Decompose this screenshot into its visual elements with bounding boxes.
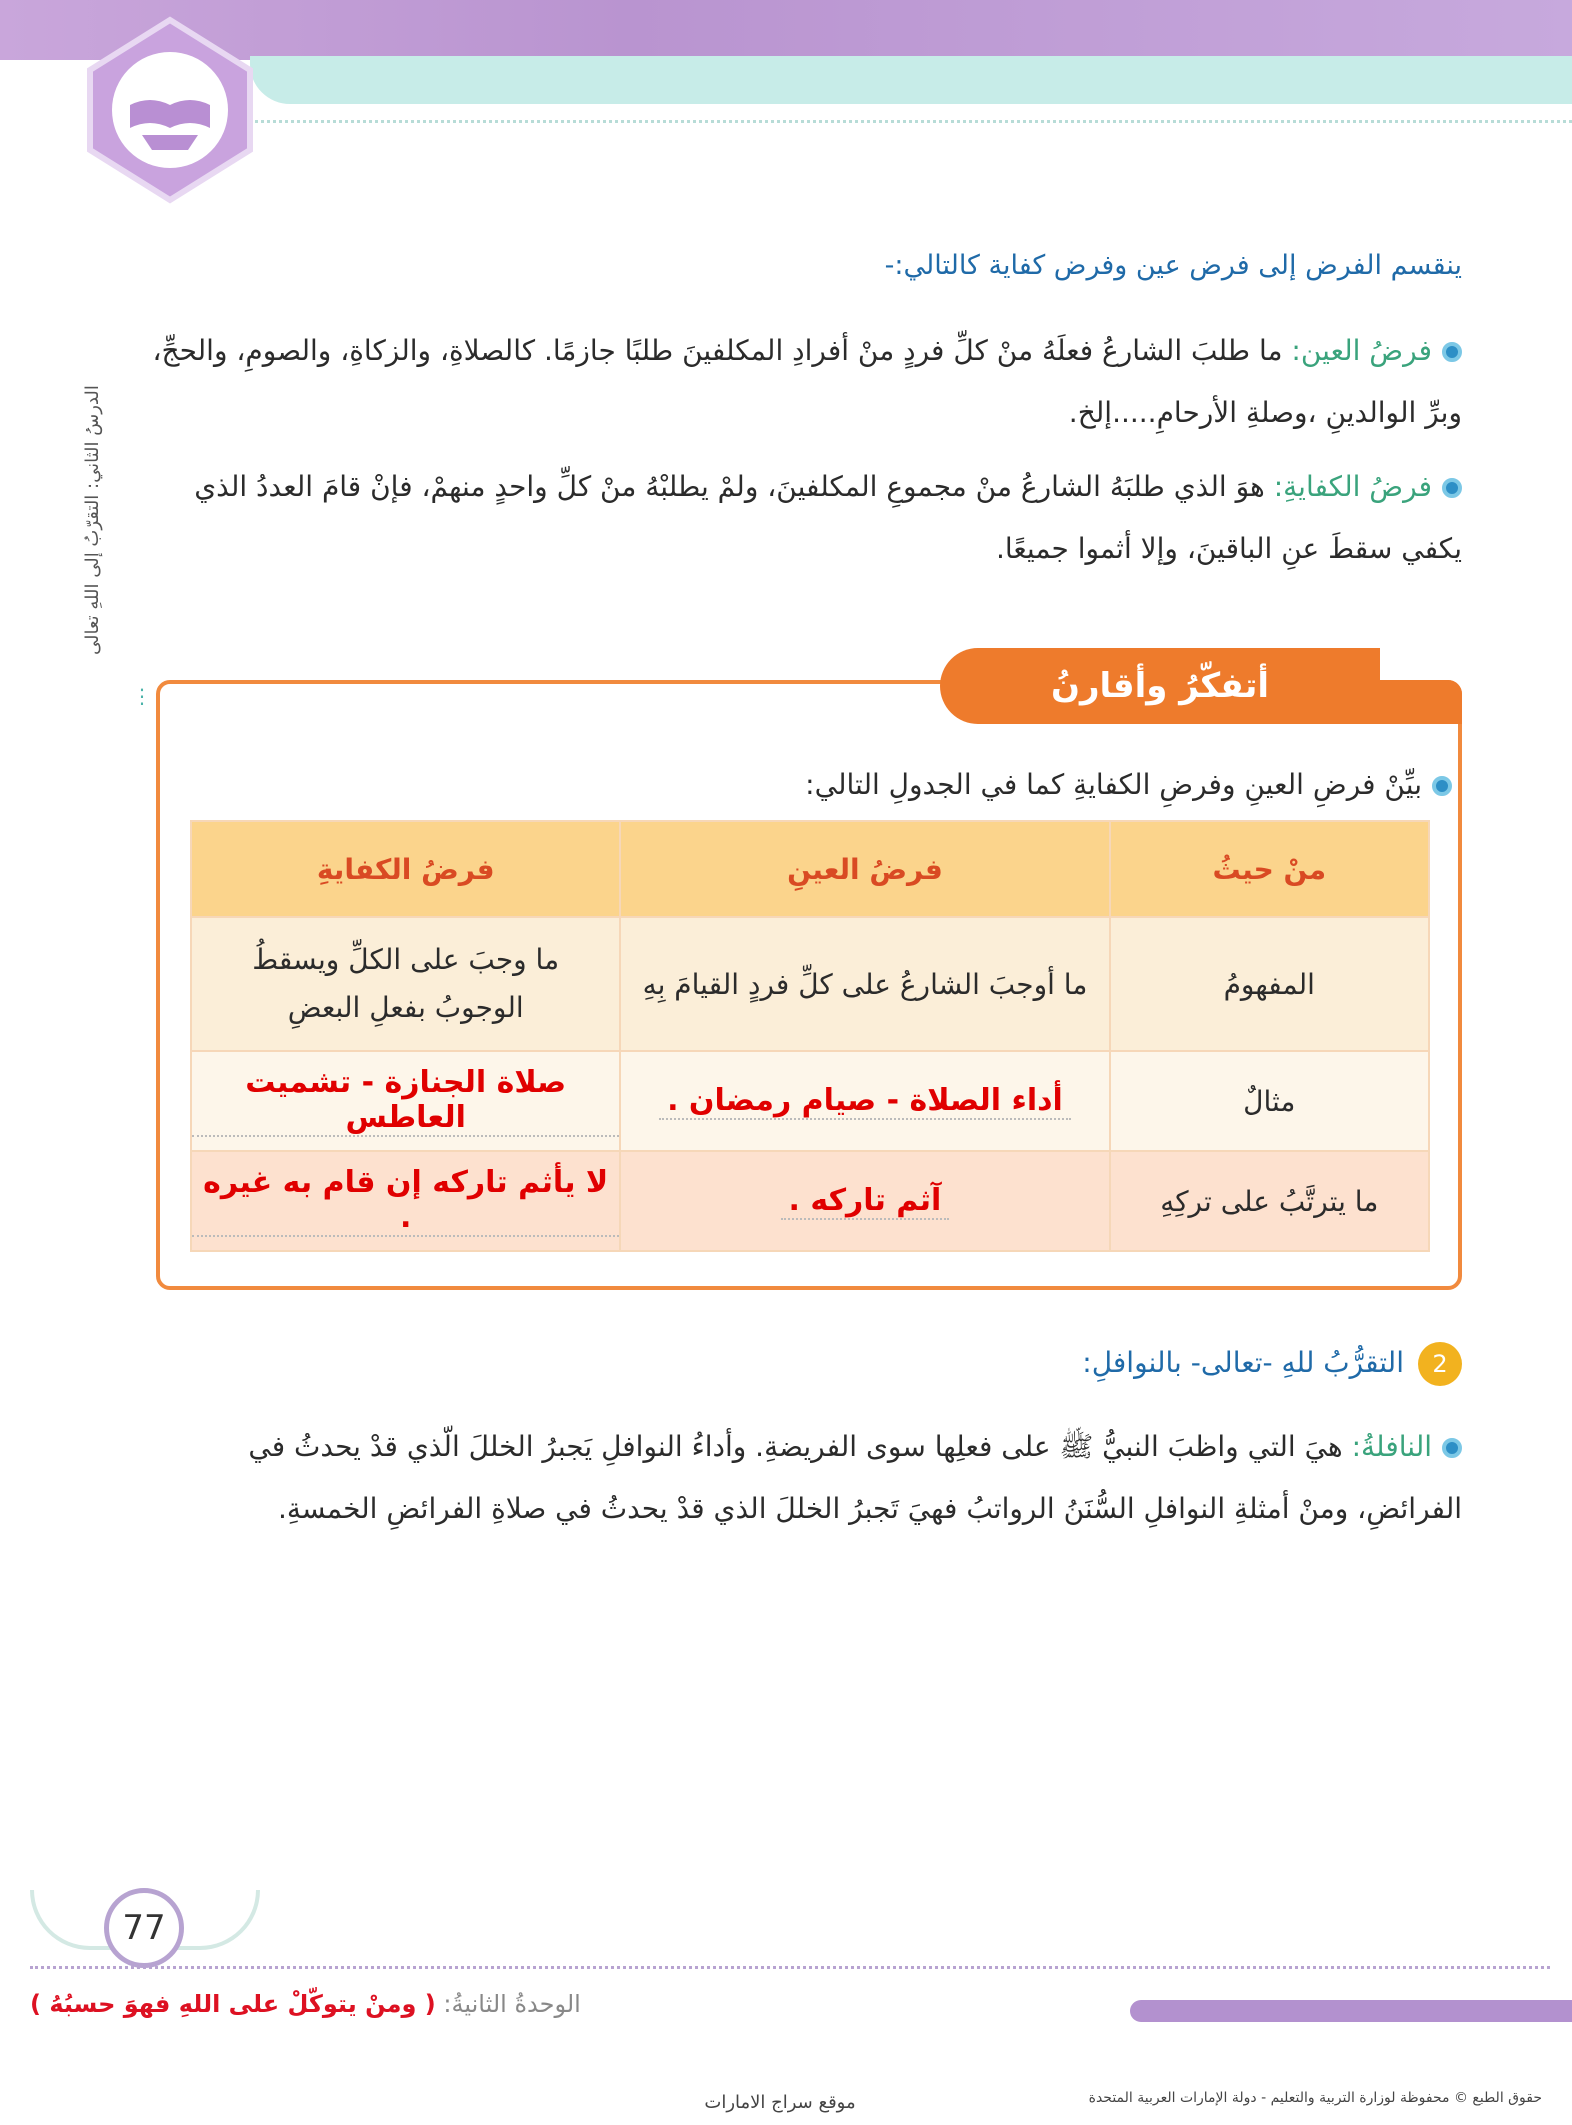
unit-title (30, 1990, 670, 2018)
bullet-icon (1442, 1438, 1462, 1458)
copyright-text: حقوق الطبع © محفوظة لوزارة التربية والتعليم - دولة الإمارات العربية المتحدة (1088, 2090, 1542, 2106)
table-header: فرضُ العينِ (620, 821, 1109, 917)
table-row (191, 1151, 1429, 1251)
page-number: 77 (104, 1888, 184, 1968)
table-row (191, 917, 1429, 1051)
table-cell: مثالٌ (1110, 1051, 1429, 1151)
table-cell: المفهومُ (1110, 917, 1429, 1051)
think-compare-title: أتفكّرُ وأقارنُ (940, 648, 1380, 724)
table-header: فرضُ الكفايةِ (191, 821, 620, 917)
fard-kifaya-paragraph (142, 456, 1462, 580)
bottom-dotted-line (30, 1966, 1550, 1969)
table-cell (620, 1051, 1109, 1151)
table-row (191, 1051, 1429, 1151)
table-cell (191, 1051, 620, 1151)
unit-title-text: ( ومنْ يتوكّلْ على اللهِ فهوَ حسبُهُ ) (30, 1990, 436, 2018)
table-header: منْ حيثُ (1110, 821, 1429, 917)
section-2-heading: 2التقرُّبُ للهِ -تعالى- بالنوافلِ: (762, 1342, 1462, 1386)
table-cell: ما أوجبَ الشارعُ على كلِّ فردٍ القيامَ بِهِ (620, 917, 1109, 1051)
bottom-bar (1130, 2000, 1572, 2022)
nafila-term: النافلةُ: (1351, 1430, 1432, 1463)
top-dotted-line (250, 120, 1572, 123)
bullet-icon (1432, 776, 1452, 796)
site-name: موقع سراج الامارات (704, 2092, 856, 2113)
answer-text[interactable]: آثم تاركه . (781, 1183, 950, 1220)
table-cell (191, 1151, 620, 1251)
bullet-icon (1442, 342, 1462, 362)
fard-ayn-term: فرضُ العين: (1291, 334, 1432, 367)
bullet-icon (1442, 478, 1462, 498)
box-instruction: بيِّنْ فرضِ العينِ وفرضِ الكفايةِ كما في الجدولِ التالي: (552, 768, 1452, 801)
table-header-row (191, 821, 1429, 917)
answer-text[interactable]: صلاة الجنازة - تشميت العاطس (192, 1065, 619, 1137)
top-band-teal (250, 56, 1572, 104)
fard-ayn-text: ما طلبَ الشارعُ فعلَهُ منْ كلِّ فردٍ منْ أفرادِ المكلفينَ طلبًا جازمًا. كالصلاةِ، والزكاةِ، والصومِ، والحجِّ، وبرِّ الوالدينِ ،وصلةِ الأرحامِ.....إلخ. (152, 334, 1462, 429)
table-cell: ما يترتَّبُ على تركِهِ (1110, 1151, 1429, 1251)
nafila-text: هيَ التي واظبَ النبيُّ ﷺ على فعلِها سوى الفريضةِ. وأداءُ النوافلِ يَجبرُ الخللَ الّذي قدْ يحدثُ في الفرائضِ، ومنْ أمثلةِ النوافلِ السُّنَنُ الرواتبُ فهيَ تَجبرُ الخللَ الذي قدْ يحدثُ في صلاةِ الفرائضِ الخمسةِ. (248, 1430, 1462, 1525)
section-number: 2 (1418, 1342, 1462, 1386)
table-cell: ما وجبَ على الكلِّ ويسقطُ الوجوبُ بفعلِ البعضِ (191, 917, 620, 1051)
comparison-table (190, 820, 1430, 1252)
answer-text[interactable]: أداء الصلاة - صيام رمضان . (659, 1083, 1071, 1120)
table-cell (620, 1151, 1109, 1251)
fard-kifaya-term: فرضُ الكفايةِ: (1273, 470, 1432, 503)
answer-text[interactable]: لا يأثم تاركه إن قام به غيره . (192, 1165, 619, 1237)
intro-heading: ينقسم الفرض إلى فرض عين وفرض كفاية كالتالي:- (884, 250, 1462, 281)
fard-kifaya-text: هوَ الذي طلبَهُ الشارعُ منْ مجموعِ المكلفينَ، ولمْ يطلبْهُ منْ كلِّ واحدٍ منهمْ، فإنْ قامَ العددُ الذي يكفي سقطَ عنِ الباقينَ، وإلا أثموا جميعًا. (194, 470, 1462, 565)
quran-emblem-icon (60, 0, 280, 220)
unit-label: الوحدةُ الثانيةُ: (443, 1990, 581, 2018)
nafila-paragraph (142, 1416, 1462, 1540)
side-lesson-title: الدرسُ الثاني: التقرّبُ إلى اللهِ تعالى (82, 385, 103, 655)
fard-ayn-paragraph (142, 320, 1462, 444)
side-dots: ⋮ (132, 684, 152, 708)
